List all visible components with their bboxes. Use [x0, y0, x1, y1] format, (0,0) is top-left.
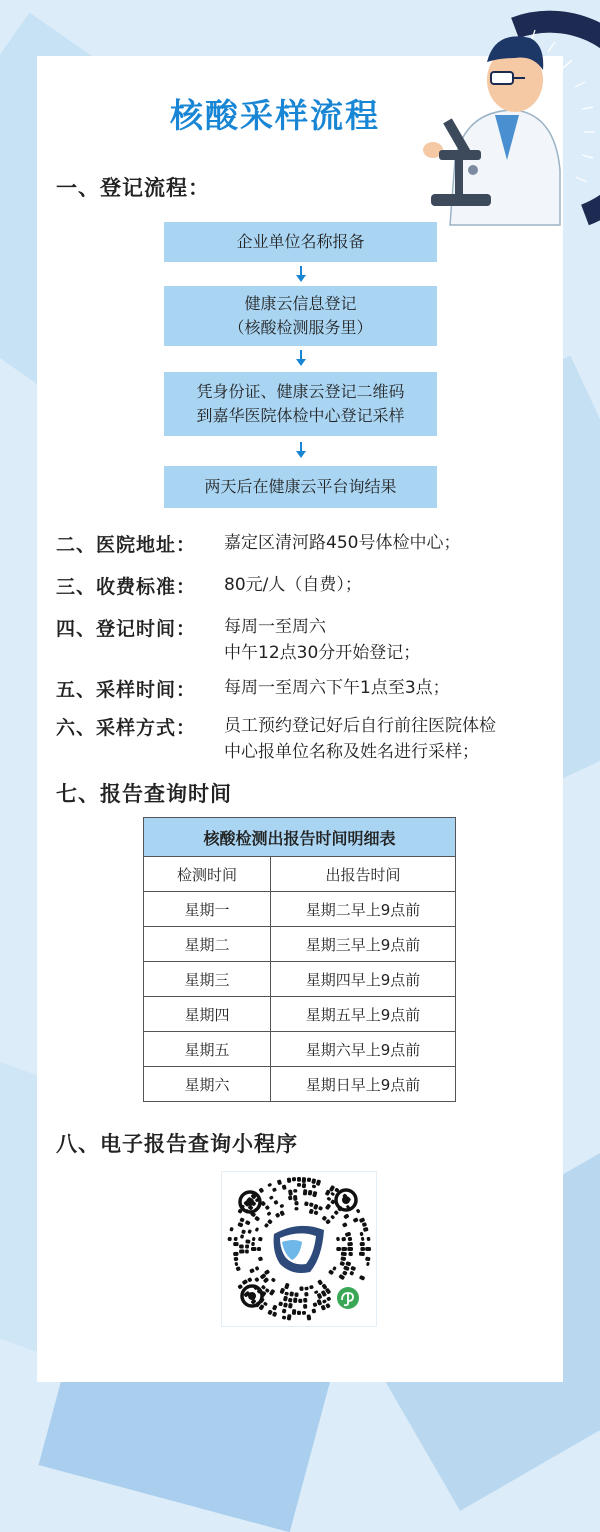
table-row	[144, 892, 456, 927]
code-dot	[304, 1292, 309, 1297]
code-dot	[330, 1192, 335, 1197]
code-dot	[227, 1237, 232, 1242]
code-dot	[317, 1279, 323, 1285]
code-dot	[297, 1177, 301, 1182]
code-dot	[362, 1222, 368, 1227]
code-dot	[272, 1311, 277, 1317]
code-dot	[361, 1237, 365, 1241]
mini-program-code-icon[interactable]	[222, 1172, 376, 1326]
code-dot	[343, 1213, 349, 1219]
code-dot	[287, 1314, 292, 1320]
code-dot	[303, 1304, 307, 1309]
code-dot	[233, 1242, 239, 1246]
code-dot	[304, 1201, 309, 1206]
code-dot	[363, 1227, 369, 1232]
code-dot	[251, 1247, 257, 1251]
table-cell: 星期二早上9点前	[271, 892, 456, 927]
code-dot	[366, 1262, 370, 1267]
page-title: 核酸采样流程	[170, 96, 380, 135]
code-dot	[287, 1177, 292, 1183]
code-dot	[289, 1291, 294, 1296]
code-dot	[304, 1286, 309, 1290]
code-dot	[234, 1237, 238, 1242]
flow-step-text: 到嘉华医院体检中心登记采样	[196, 406, 405, 425]
code-dot	[303, 1298, 308, 1303]
code-dot	[272, 1304, 278, 1310]
code-dot	[316, 1299, 322, 1306]
code-dot	[313, 1204, 319, 1210]
code-dot	[367, 1237, 371, 1241]
code-dot	[282, 1308, 287, 1313]
code-dot	[298, 1299, 302, 1303]
code-dot	[251, 1242, 255, 1246]
table-cell: 星期三	[144, 962, 271, 997]
table-cell: 星期一	[144, 892, 271, 927]
code-dot	[341, 1237, 346, 1242]
table-row	[144, 1032, 456, 1067]
code-dot	[334, 1210, 340, 1216]
code-dot	[302, 1177, 306, 1183]
code-dot	[297, 1311, 301, 1315]
flow-step-3	[164, 372, 437, 436]
table-row	[144, 997, 456, 1032]
flow-step-text: 企业单位名称报备	[236, 232, 365, 251]
code-dot	[302, 1311, 306, 1315]
code-dot	[343, 1265, 350, 1271]
table-cell: 星期二	[144, 927, 271, 962]
code-dot	[365, 1247, 371, 1251]
info-value: 员工预约登记好后自行前往医院体检	[224, 716, 496, 736]
arrow-down-icon	[296, 266, 306, 282]
code-dot	[332, 1266, 337, 1271]
info-value: 中午12点30分开始登记；	[224, 643, 421, 663]
code-dot	[313, 1210, 318, 1215]
code-dot	[267, 1309, 273, 1315]
code-dot	[239, 1249, 245, 1253]
code-dot	[261, 1285, 266, 1290]
code-dot	[245, 1239, 250, 1244]
table-cell: 星期五早上9点前	[271, 997, 456, 1032]
code-dot	[245, 1244, 249, 1248]
code-dot	[245, 1220, 251, 1226]
code-dot	[252, 1237, 256, 1242]
code-dot	[279, 1204, 284, 1209]
code-dot	[312, 1191, 317, 1198]
code-dot	[254, 1277, 260, 1283]
code-dot	[308, 1190, 313, 1196]
table-cell: 星期四	[144, 997, 271, 1032]
code-dot	[299, 1286, 303, 1291]
code-dot	[330, 1215, 335, 1220]
code-dot	[325, 1203, 331, 1210]
code-dot	[292, 1177, 296, 1181]
code-dot	[269, 1195, 274, 1200]
code-dot	[359, 1217, 366, 1223]
code-dot	[273, 1200, 278, 1205]
code-dot	[229, 1227, 233, 1232]
info-value: 80元/人（自费）；	[224, 575, 362, 595]
code-dot	[360, 1247, 365, 1251]
code-dot	[336, 1237, 340, 1242]
code-dot	[265, 1205, 270, 1210]
info-label: 四、登记时间：	[56, 618, 197, 640]
code-dot	[249, 1268, 255, 1274]
code-dot	[275, 1212, 281, 1218]
code-dot	[350, 1266, 356, 1271]
code-dot	[345, 1261, 351, 1266]
table-cell: 星期日早上9点前	[271, 1067, 456, 1102]
code-dot	[247, 1277, 253, 1283]
code-dot	[247, 1229, 252, 1234]
code-dot	[292, 1309, 296, 1315]
code-dot	[284, 1291, 289, 1295]
table-cell: 星期四早上9点前	[271, 962, 456, 997]
code-dot	[347, 1242, 353, 1247]
code-dot	[279, 1288, 285, 1295]
code-dot	[318, 1206, 323, 1211]
code-dot	[294, 1207, 298, 1211]
code-dot	[317, 1293, 323, 1300]
code-dot	[326, 1296, 331, 1301]
table-row	[144, 962, 456, 997]
code-dot	[302, 1183, 306, 1188]
mini-program-code-card[interactable]	[222, 1172, 376, 1326]
code-dot	[328, 1269, 334, 1275]
doctor-microscope-illustration	[395, 0, 600, 240]
code-dot	[266, 1211, 271, 1216]
code-finder-dot	[246, 1198, 254, 1206]
code-dot	[347, 1247, 353, 1251]
code-dot	[342, 1222, 348, 1228]
code-dot	[341, 1252, 347, 1257]
table-cell: 星期三早上9点前	[271, 927, 456, 962]
code-dot	[255, 1227, 260, 1232]
code-dot	[288, 1189, 293, 1195]
section8-heading: 八、电子报告查询小程序	[56, 1132, 298, 1156]
code-dot	[284, 1283, 290, 1290]
code-dot	[239, 1244, 244, 1248]
code-dot	[297, 1183, 301, 1187]
code-dot	[242, 1279, 249, 1285]
code-dot	[356, 1208, 361, 1213]
code-dot	[279, 1210, 285, 1216]
code-dot	[278, 1301, 283, 1306]
code-dot	[359, 1275, 365, 1281]
code-dot	[288, 1303, 293, 1309]
code-dot	[283, 1296, 288, 1302]
code-dot	[271, 1277, 276, 1282]
flow-step-text: 健康云信息登记	[244, 294, 357, 313]
table-cell: 星期六	[144, 1067, 271, 1102]
code-dot	[294, 1292, 298, 1297]
code-dot	[321, 1215, 327, 1221]
code-dot	[237, 1284, 243, 1290]
code-dot	[325, 1219, 331, 1225]
code-dot	[237, 1222, 243, 1228]
code-dot	[360, 1242, 365, 1246]
code-dot	[342, 1270, 348, 1276]
info-label: 六、采样方式：	[56, 717, 197, 739]
code-dot	[233, 1252, 239, 1256]
code-finder-dot	[248, 1292, 256, 1300]
code-dot	[309, 1285, 314, 1290]
code-dot	[321, 1305, 327, 1311]
code-dot	[264, 1223, 269, 1228]
code-dot	[241, 1229, 246, 1234]
info-value: 每周一至周六下午1点至3点；	[224, 678, 450, 698]
report-time-table	[143, 817, 456, 1102]
table-caption: 核酸检测出报告时间明细表	[144, 818, 456, 857]
code-dot	[348, 1252, 353, 1256]
code-dot	[239, 1217, 245, 1222]
code-dot	[311, 1178, 316, 1184]
info-value: 每周一至周六	[224, 617, 326, 637]
code-dot	[294, 1201, 298, 1205]
code-dot	[258, 1237, 263, 1242]
code-dot	[326, 1196, 331, 1201]
flow-step-2	[164, 286, 437, 346]
code-dot	[348, 1237, 353, 1242]
code-dot	[340, 1256, 346, 1261]
code-dot	[353, 1217, 359, 1223]
code-dot	[293, 1297, 297, 1303]
arrow-down-icon	[296, 442, 306, 458]
code-dot	[257, 1247, 261, 1251]
table-cell: 星期五	[144, 1032, 271, 1067]
code-dot	[277, 1179, 282, 1185]
code-dot	[258, 1256, 263, 1261]
table-row	[144, 927, 456, 962]
code-dot	[234, 1257, 239, 1262]
code-dot	[359, 1252, 365, 1256]
code-dot	[269, 1289, 276, 1296]
flow-step-4	[164, 466, 437, 508]
code-dot	[258, 1187, 264, 1193]
code-dot	[341, 1247, 347, 1251]
code-finder-dot	[342, 1196, 350, 1204]
flow-step-text: （核酸检测服务里）	[228, 318, 373, 337]
code-dot	[293, 1195, 297, 1201]
code-dot	[267, 1219, 273, 1225]
info-label: 二、医院地址：	[56, 534, 197, 556]
code-dot	[339, 1261, 345, 1266]
code-dot	[312, 1184, 317, 1188]
section7-heading: 七、报告查询时间	[56, 782, 232, 806]
code-dot	[313, 1302, 318, 1307]
code-dot	[316, 1179, 321, 1186]
code-dot	[349, 1271, 354, 1276]
code-dot	[322, 1299, 327, 1304]
code-dot	[311, 1308, 316, 1313]
flow-step-text: 凭身份证、健康云登记二维码	[196, 382, 405, 401]
flow-step-1	[164, 222, 437, 262]
code-dot	[236, 1266, 241, 1271]
code-dot	[282, 1184, 287, 1190]
info-value: 嘉定区清河路450号体检中心；	[224, 533, 461, 553]
code-dot	[272, 1187, 277, 1192]
code-dot	[283, 1302, 288, 1307]
table-header: 出报告时间	[271, 857, 456, 892]
code-dot	[240, 1234, 244, 1239]
arrow-down-icon	[296, 350, 306, 366]
table-cell: 星期六早上9点前	[271, 1032, 456, 1067]
code-dot	[336, 1247, 341, 1251]
code-dot	[303, 1189, 308, 1195]
code-dot	[267, 1183, 272, 1188]
info-label: 五、采样时间：	[56, 679, 197, 701]
code-dot	[288, 1298, 293, 1303]
code-dot	[282, 1315, 287, 1319]
section1-heading: 一、登记流程：	[56, 176, 210, 200]
info-label: 三、收费标准：	[56, 576, 197, 598]
code-dot	[325, 1303, 331, 1309]
code-dot	[234, 1262, 238, 1267]
info-value: 中心报单位名称及姓名进行采样；	[224, 742, 479, 762]
code-dot	[245, 1249, 249, 1253]
code-dot	[309, 1202, 314, 1207]
code-dot	[293, 1189, 297, 1193]
code-dot	[309, 1208, 314, 1214]
code-dot	[306, 1314, 311, 1320]
table-row	[144, 1067, 456, 1102]
code-dot	[365, 1257, 371, 1262]
code-dot	[314, 1290, 319, 1294]
code-dot	[307, 1177, 312, 1182]
table-header: 检测时间	[144, 857, 271, 892]
code-dot	[288, 1195, 293, 1200]
code-dot	[345, 1232, 352, 1237]
code-dot	[359, 1232, 363, 1237]
code-dot	[255, 1266, 260, 1271]
flow-step-text: 两天后在健康云平台询结果	[204, 477, 397, 496]
code-dot	[254, 1216, 260, 1222]
